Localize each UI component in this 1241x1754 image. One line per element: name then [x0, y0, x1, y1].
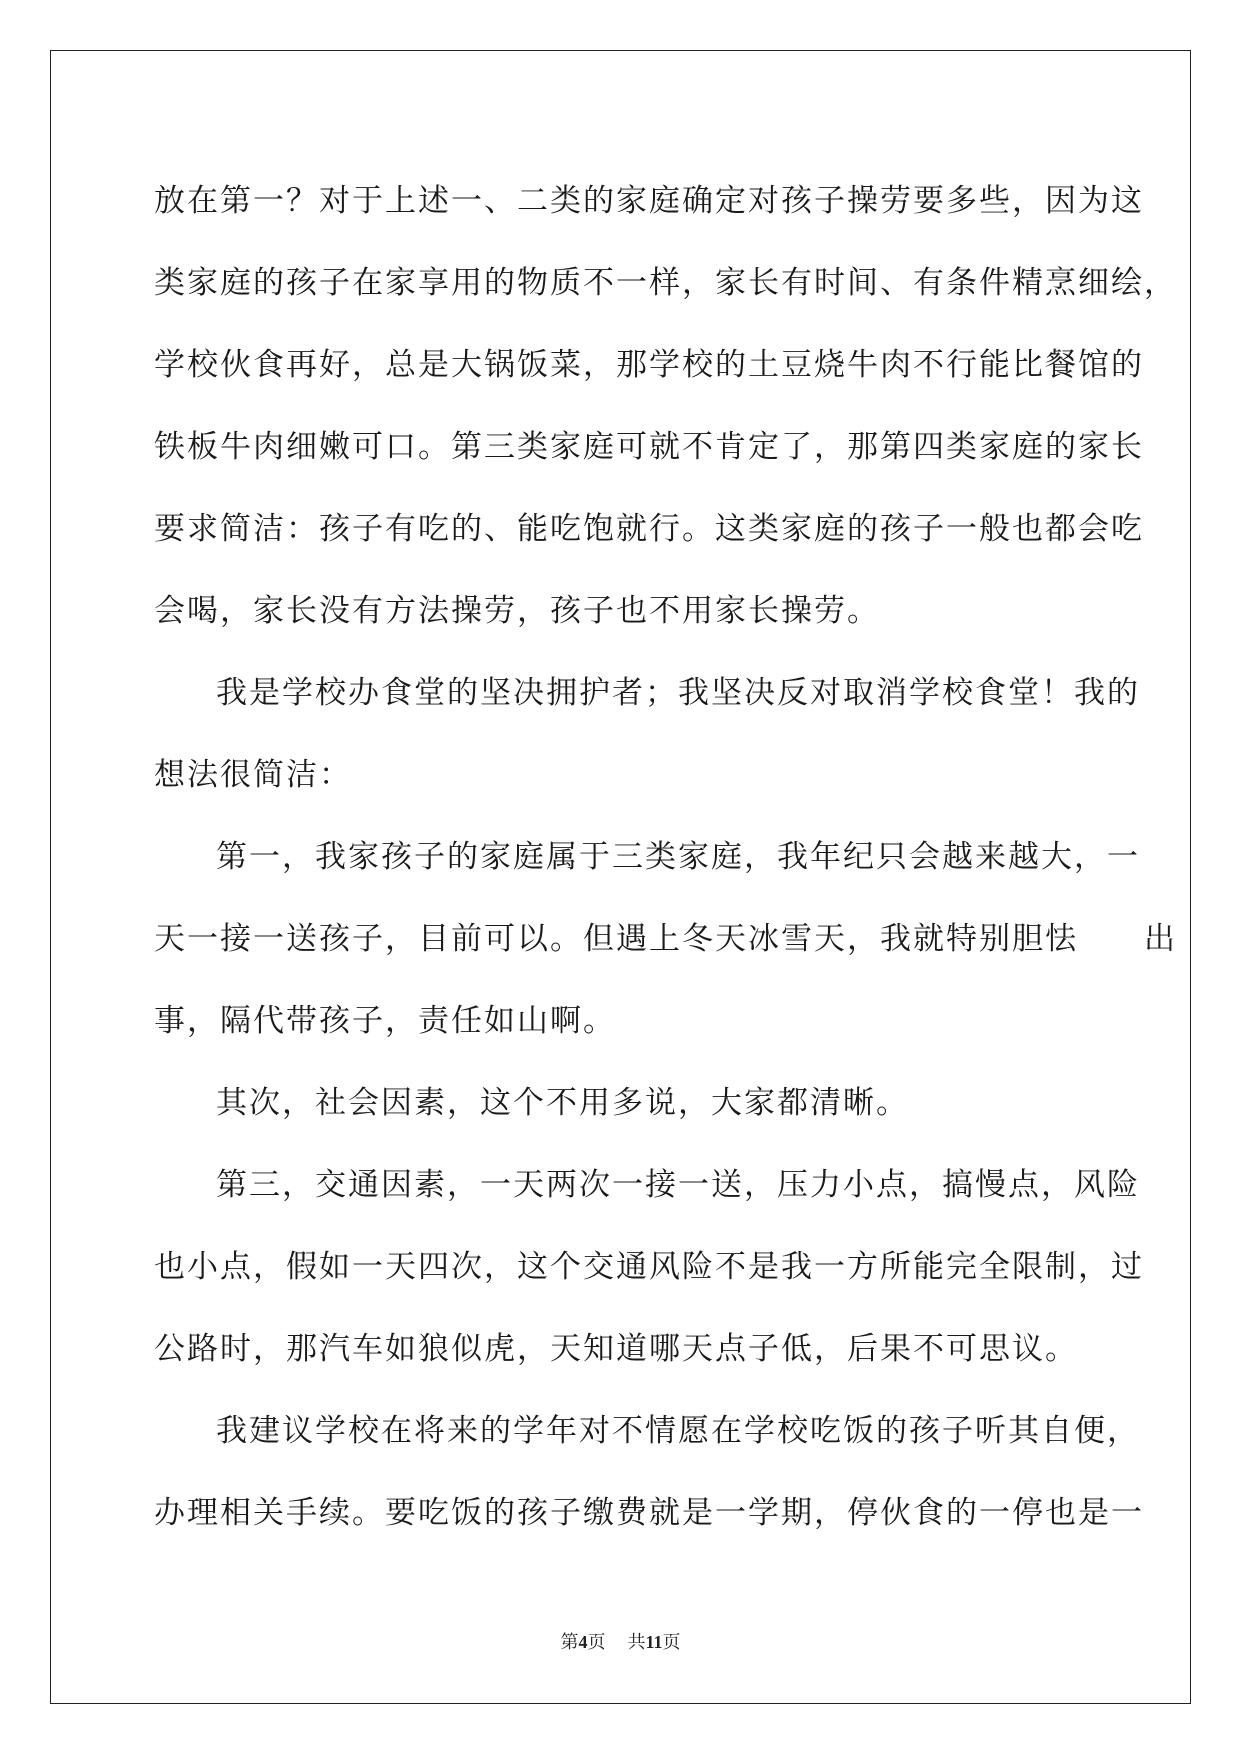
- text-line: 放在第一？对于上述一、二类的家庭确定对孩子操劳要多些，因为这: [154, 183, 1144, 219]
- text-line: 事，隔代带孩子，责任如山啊。: [154, 1003, 616, 1039]
- paragraph-start-line: 其次，社会因素，这个不用多说，大家都清晰。: [216, 1085, 909, 1121]
- text-line: 公路时，那汽车如狼似虎，天知道哪天点子低，后果不可思议。: [154, 1331, 1078, 1367]
- text-line: 天一接一送孩子，目前可以。但遇上冬天冰雪天，我就特别胆怯 出: [154, 921, 1177, 957]
- text-line: 想法很简洁：: [154, 757, 352, 793]
- document-body: [154, 160, 1177, 1554]
- paragraph-start-line: 第三，交通因素，一天两次一接一送，压力小点，搞慢点，风险: [216, 1167, 1140, 1203]
- text-line: 学校伙食再好，总是大锅饭菜，那学校的土豆烧牛肉不行能比餐馆的: [154, 347, 1144, 383]
- text-line: 会喝，家长没有方法操劳，孩子也不用家长操劳。: [154, 593, 880, 629]
- page-number: 4: [578, 1632, 588, 1652]
- text-line: 办理相关手续。要吃饭的孩子缴费就是一学期，停伙食的一停也是一: [154, 1495, 1144, 1531]
- page-footer: [0, 1628, 1241, 1654]
- total-prefix: 共: [627, 1632, 646, 1652]
- paragraph-start-line: 第一，我家孩子的家庭属于三类家庭，我年纪只会越来越大，一: [216, 839, 1140, 875]
- text-line: 铁板牛肉细嫩可口。第三类家庭可就不肯定了，那第四类家庭的家长: [154, 429, 1144, 465]
- text-line: 也小点，假如一天四次，这个交通风险不是我一方所能完全限制，过: [154, 1249, 1144, 1285]
- total-suffix: 页: [662, 1632, 681, 1652]
- page-prefix: 第: [560, 1632, 579, 1652]
- paragraph-start-line: 我建议学校在将来的学年对不情愿在学校吃饭的孩子听其自便，: [216, 1413, 1140, 1449]
- total-pages: 11: [645, 1632, 663, 1652]
- page-suffix: 页: [587, 1632, 606, 1652]
- text-line: 类家庭的孩子在家享用的物质不一样，家长有时间、有条件精烹细绘，: [154, 265, 1177, 301]
- paragraph-start-line: 我是学校办食堂的坚决拥护者；我坚决反对取消学校食堂！我的: [216, 675, 1140, 711]
- text-line: 要求简洁：孩子有吃的、能吃饱就行。这类家庭的孩子一般也都会吃: [154, 511, 1144, 547]
